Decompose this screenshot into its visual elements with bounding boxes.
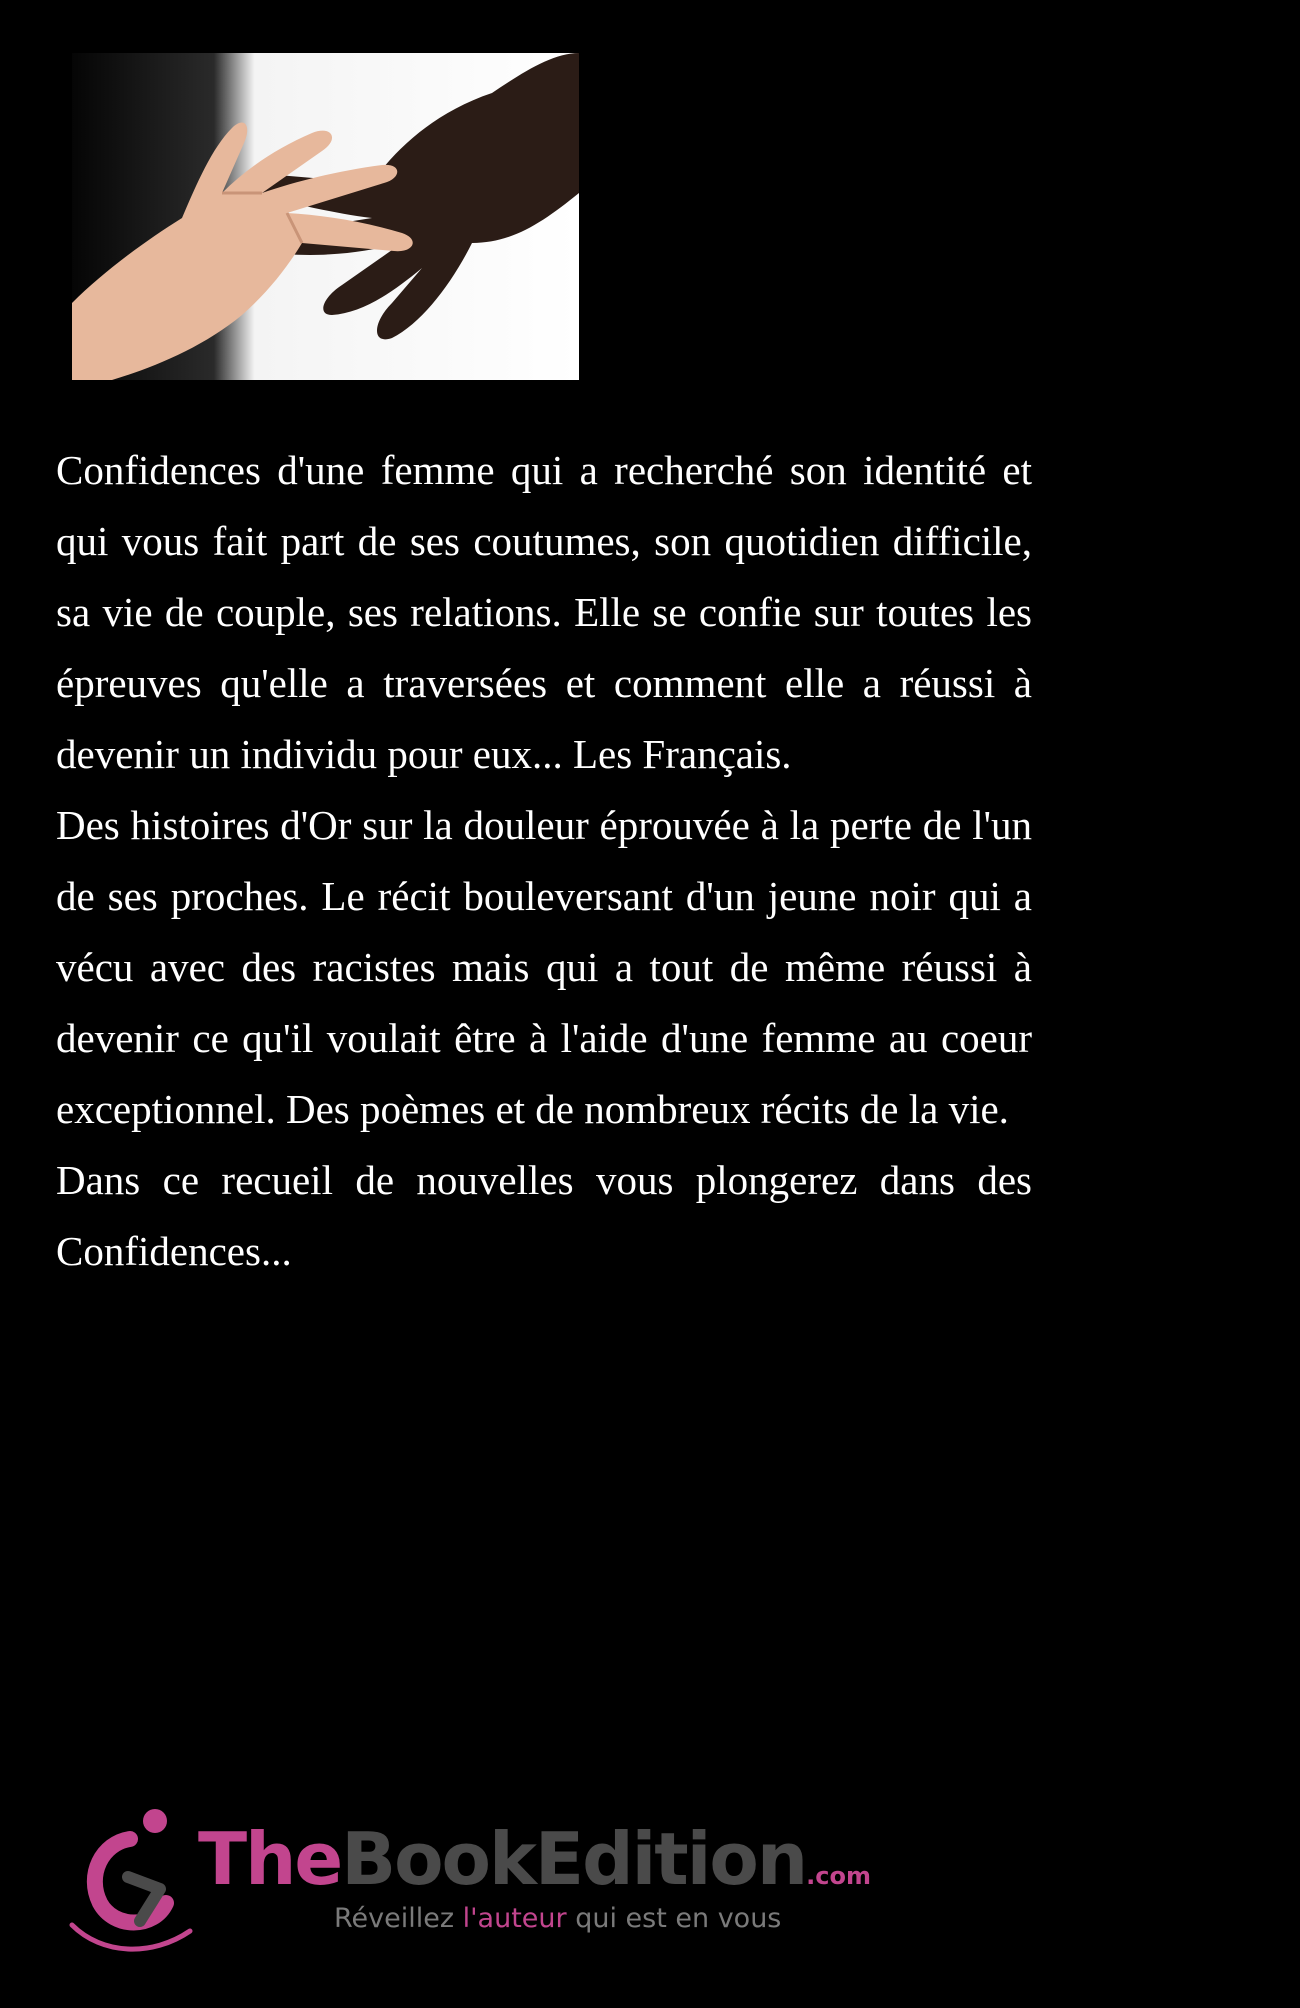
slogan-end: qui est en vous: [566, 1903, 782, 1934]
person-logo-icon: [62, 1805, 202, 1965]
blurb-paragraph: Des histoires d'Or sur la douleur éprouvée à la perte de l'un de ses proches. Le récit bouleversant d'un jeune noir qui a vécu avec des racistes mais qui a tout de même réussi à devenir ce qu'il voulait être à l'aide d'une femme au coeur exceptionnel. Des poèmes et de nombreux récits de la vie.: [56, 802, 1032, 1132]
wordmark-tld: .com: [806, 1862, 871, 1890]
hands-image: [72, 53, 579, 380]
cover-photo: [72, 53, 579, 380]
slogan-start: Réveillez: [334, 1903, 463, 1934]
blurb-paragraph: Confidences d'une femme qui a recherché son identité et qui vous fait part de ses coutumes, son quotidien difficile, sa vie de couple, ses relations. Elle se confie sur toutes les épreuves qu'elle a traversées et comment elle a réussi à devenir un individu pour eux... Les Français.: [56, 447, 1032, 777]
wordmark-the: The: [198, 1817, 342, 1901]
book-blurb: [56, 435, 1032, 1287]
wordmark-edition: Edition: [534, 1817, 807, 1901]
wordmark-book: Book: [341, 1817, 535, 1901]
blurb-paragraph: Dans ce recueil de nouvelles vous plongerez dans des Confidences...: [56, 1157, 1032, 1274]
publisher-logo: [62, 1805, 871, 1965]
slogan-accent: l'auteur: [462, 1903, 567, 1934]
publisher-slogan: [334, 1903, 781, 1934]
publisher-wordmark: [198, 1819, 871, 1916]
